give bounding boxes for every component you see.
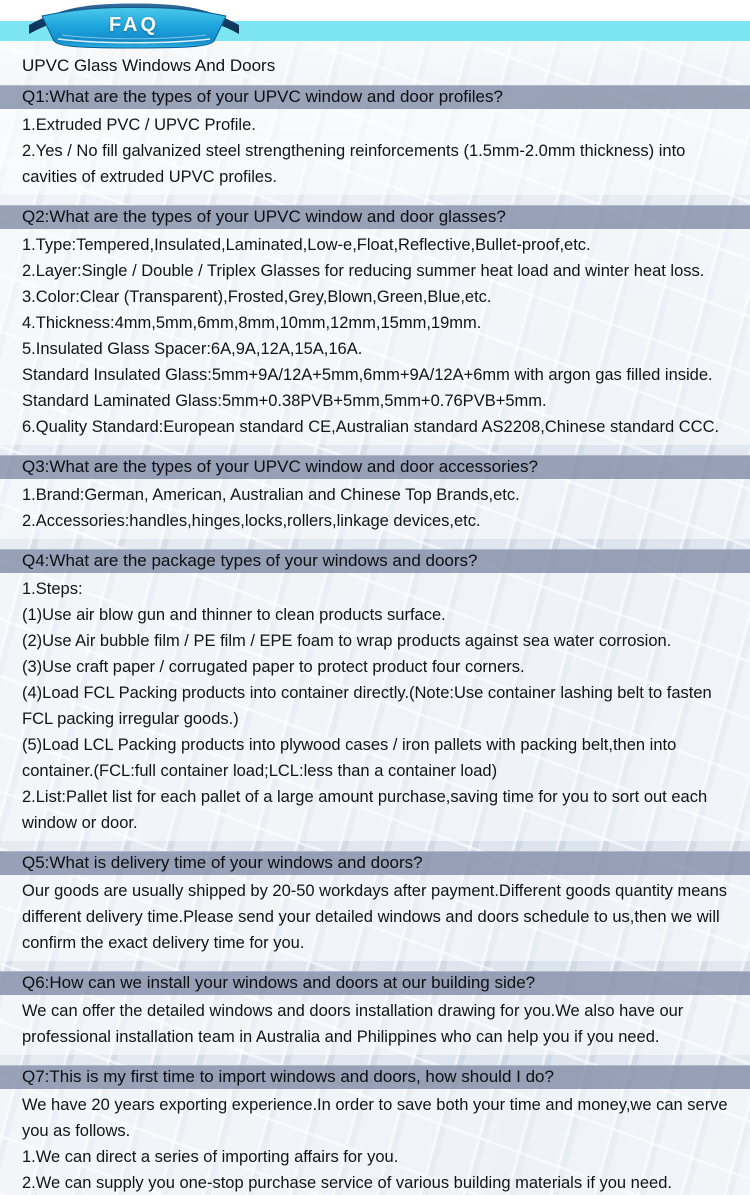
answer-line: (3)Use craft paper / corrugated paper to protect product four corners. bbox=[22, 658, 525, 676]
answer-line: We can offer the detailed windows and doors installation drawing for you.We also have our professional installation team in Australia and Philippines who can help you if you need. bbox=[22, 1002, 684, 1046]
answer-line: 1.We can direct a series of importing affairs for you. bbox=[22, 1148, 399, 1166]
faq-ribbon bbox=[28, 2, 240, 49]
question-bar bbox=[0, 1065, 750, 1089]
answer-line: (1)Use air blow gun and thinner to clean products surface. bbox=[22, 606, 446, 624]
answer-block bbox=[0, 573, 750, 841]
faq-section bbox=[0, 205, 750, 445]
question-bar bbox=[0, 205, 750, 229]
answer-block bbox=[0, 229, 750, 445]
page-header bbox=[0, 0, 750, 41]
answer-line: Standard Laminated Glass:5mm+0.38PVB+5mm,5mm+0.76PVB+5mm. bbox=[22, 392, 547, 410]
answer-line: (5)Load LCL Packing products into plywood cases / iron pallets with packing belt,then into container.(FCL:full container load;LCL:less than a container load) bbox=[22, 736, 677, 780]
faq-section bbox=[0, 549, 750, 841]
answer-line: We have 20 years exporting experience.In order to save both your time and money,we can serve you as follows. bbox=[22, 1096, 728, 1140]
question-text: Q3:What are the types of your UPVC window and door accessories? bbox=[22, 457, 538, 476]
question-text: Q7:This is my first time to import windows and doors, how should I do? bbox=[22, 1067, 554, 1086]
answer-line: 1.Extruded PVC / UPVC Profile. bbox=[22, 116, 256, 134]
faq-section bbox=[0, 1065, 750, 1195]
answer-block bbox=[0, 875, 750, 961]
question-text: Q5:What is delivery time of your windows and doors? bbox=[22, 853, 423, 872]
question-text: Q4:What are the package types of your windows and doors? bbox=[22, 551, 478, 570]
question-text: Q6:How can we install your windows and doors at our building side? bbox=[22, 973, 536, 992]
answer-line: 4.Thickness:4mm,5mm,6mm,8mm,10mm,12mm,15mm,19mm. bbox=[22, 314, 482, 332]
answer-line: 3.Color:Clear (Transparent),Frosted,Grey,Blown,Green,Blue,etc. bbox=[22, 288, 492, 306]
answer-line: Standard Insulated Glass:5mm+9A/12A+5mm,6mm+9A/12A+6mm with argon gas filled inside. bbox=[22, 366, 713, 384]
faq-section bbox=[0, 971, 750, 1055]
answer-block bbox=[0, 109, 750, 195]
answer-line: 1.Type:Tempered,Insulated,Laminated,Low-e,Float,Reflective,Bullet-proof,etc. bbox=[22, 236, 591, 254]
answer-line: (4)Load FCL Packing products into container directly.(Note:Use container lashing belt to fasten FCL packing irregular goods.) bbox=[22, 684, 712, 728]
faq-section bbox=[0, 455, 750, 539]
answer-block bbox=[0, 479, 750, 539]
answer-block bbox=[0, 1089, 750, 1195]
answer-line: 5.Insulated Glass Spacer:6A,9A,12A,15A,16A. bbox=[22, 340, 363, 358]
answer-line: 2.Accessories:handles,hinges,locks,rollers,linkage devices,etc. bbox=[22, 512, 481, 530]
answer-line: Our goods are usually shipped by 20-50 workdays after payment.Different goods quantity means different delivery time.Please send your detailed windows and doors schedule to us,then we will confirm the exact delivery time for you. bbox=[22, 882, 728, 952]
faq-content bbox=[0, 41, 750, 1195]
question-bar bbox=[0, 549, 750, 573]
question-bar bbox=[0, 85, 750, 109]
answer-line: 1.Steps: bbox=[22, 580, 83, 598]
question-text: Q2:What are the types of your UPVC window and door glasses? bbox=[22, 207, 506, 226]
answer-block bbox=[0, 995, 750, 1055]
answer-line: 2.Yes / No fill galvanized steel strengthening reinforcements (1.5mm-2.0mm thickness) into cavities of extruded UPVC profiles. bbox=[22, 142, 686, 186]
answer-line: 1.Brand:German, American, Australian and Chinese Top Brands,etc. bbox=[22, 486, 520, 504]
answer-line: 2.Layer:Single / Double / Triplex Glasses for reducing summer heat load and winter heat loss. bbox=[22, 262, 705, 280]
answer-line: 2.We can supply you one-stop purchase service of various building materials if you need. bbox=[22, 1174, 672, 1192]
question-bar bbox=[0, 851, 750, 875]
faq-section bbox=[0, 85, 750, 195]
question-bar bbox=[0, 455, 750, 479]
page-title: UPVC Glass Windows And Doors bbox=[22, 56, 276, 75]
faq-sections bbox=[0, 85, 750, 1195]
answer-line: 6.Quality Standard:European standard CE,Australian standard AS2208,Chinese standard CCC. bbox=[22, 418, 720, 436]
faq-ribbon-label: FAQ bbox=[108, 14, 160, 36]
question-text: Q1:What are the types of your UPVC window and door profiles? bbox=[22, 87, 503, 106]
faq-section bbox=[0, 851, 750, 961]
question-bar bbox=[0, 971, 750, 995]
answer-line: 2.List:Pallet list for each pallet of a large amount purchase,saving time for you to sort out each window or door. bbox=[22, 788, 708, 832]
answer-line: (2)Use Air bubble film / PE film / EPE foam to wrap products against sea water corrosion. bbox=[22, 632, 672, 650]
